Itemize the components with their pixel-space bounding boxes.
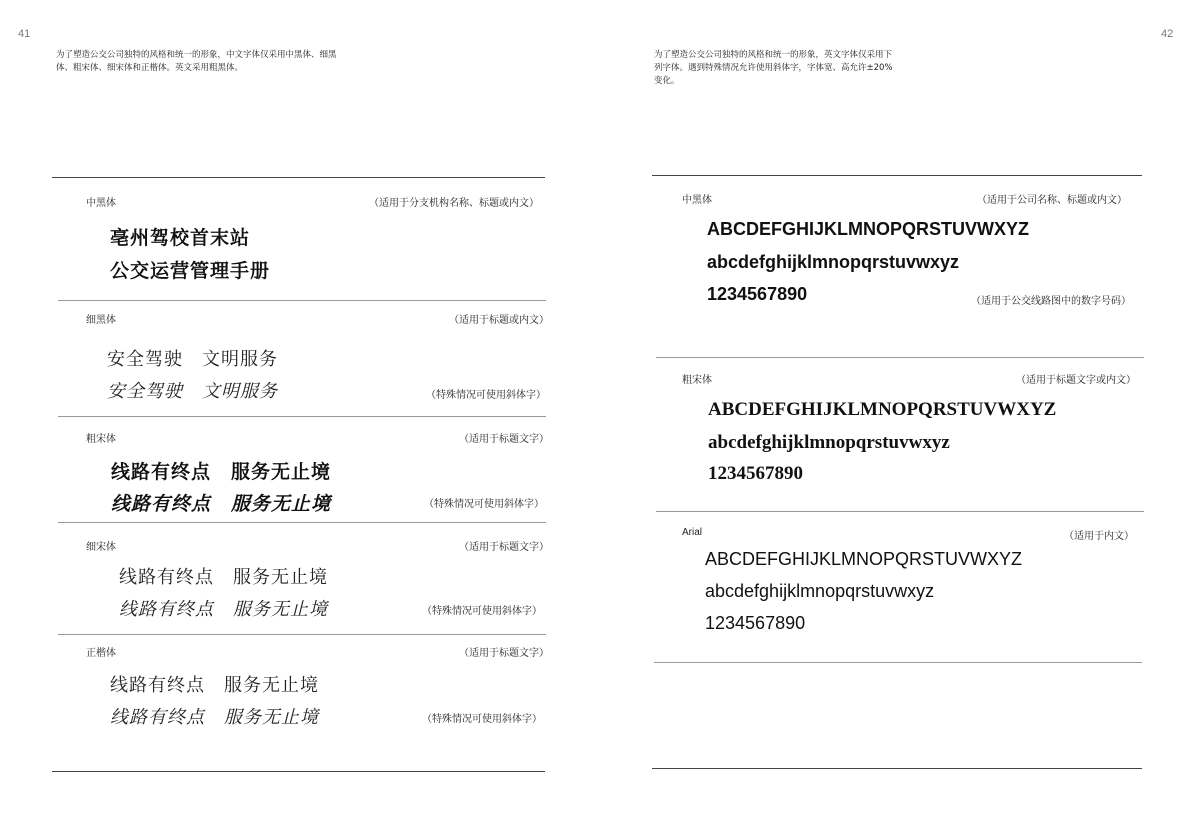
uppercase-sample: ABCDEFGHIJKLMNOPQRSTUVWXYZ (705, 549, 1023, 569)
sample-line: 线路有终点 服务无止境 (110, 675, 319, 696)
section-label: 中黑体 (682, 195, 712, 206)
sample-line: 安全驾驶 文明服务 (107, 349, 278, 370)
uppercase-sample: ABCDEFGHIJKLMNOPQRSTUVWXYZ (708, 399, 1057, 420)
section-usage: （适用于分支机构名称、标题或内文） (369, 198, 539, 209)
page-number-left: 41 (18, 28, 31, 40)
sample-line-italic: 安全驾驶 文明服务 (107, 381, 278, 402)
italic-note: （特殊情况可使用斜体字） (422, 714, 542, 725)
section-usage: （适用于内文） (1064, 531, 1134, 542)
section-divider (58, 300, 546, 301)
sample-line-italic: 线路有终点 服务无止境 (111, 493, 332, 515)
section-label: Arial (682, 527, 703, 538)
sample-line: 亳州驾校首末站 (110, 227, 251, 249)
section-usage: （适用于标题文字） (459, 434, 549, 445)
italic-note: （特殊情况可使用斜体字） (422, 606, 542, 617)
top-rule-left (52, 177, 545, 178)
sample-line: 线路有终点 服务无止境 (111, 461, 332, 483)
sample-line: 公交运营管理手册 (110, 260, 271, 282)
intro-text-right: 为了塑造公交公司独特的风格和统一的形象，英文字体仅采用下列字体。遇到特殊情况允许使用斜体字，字体宽、高允许±20%变化。 (654, 50, 893, 86)
bottom-rule-left (52, 771, 545, 772)
sample-line: 线路有终点 服务无止境 (119, 567, 328, 588)
italic-note: （特殊情况可使用斜体字） (424, 499, 544, 510)
section-divider (654, 662, 1142, 663)
uppercase-sample: ABCDEFGHIJKLMNOPQRSTUVWXYZ (707, 219, 1030, 239)
page-number-right: 42 (1161, 28, 1174, 40)
lowercase-sample: abcdefghijklmnopqrstuvwxyz (707, 252, 960, 272)
bottom-rule-right (652, 768, 1142, 769)
section-usage: （适用于公司名称、标题或内文） (977, 195, 1127, 206)
section-usage: （适用于标题文字） (459, 542, 549, 553)
section-label: 粗宋体 (682, 375, 712, 386)
top-rule-right (652, 175, 1142, 176)
section-label: 中黑体 (86, 198, 116, 209)
section-label: 细黑体 (86, 315, 116, 326)
section-divider (656, 511, 1144, 512)
digits-sample: 1234567890 (705, 613, 806, 633)
section-label: 细宋体 (86, 542, 116, 553)
lowercase-sample: abcdefghijklmnopqrstuvwxyz (705, 581, 935, 601)
section-usage: （适用于标题文字） (459, 648, 549, 659)
digits-note: （适用于公交线路图中的数字号码） (971, 296, 1131, 307)
section-label: 正楷体 (86, 648, 116, 659)
section-usage: （适用于标题文字或内文） (1016, 375, 1136, 386)
sample-line-italic: 线路有终点 服务无止境 (119, 599, 328, 620)
sample-line-italic: 线路有终点 服务无止境 (110, 707, 319, 728)
lowercase-sample: abcdefghijklmnopqrstuvwxyz (708, 432, 950, 453)
digits-sample: 1234567890 (708, 463, 803, 484)
italic-note: （特殊情况可使用斜体字） (426, 390, 546, 401)
section-usage: （适用于标题或内文） (449, 315, 549, 326)
section-divider (58, 634, 546, 635)
section-divider (58, 416, 546, 417)
section-divider (656, 357, 1144, 358)
intro-text-left: 为了塑造公交公司独特的风格和统一的形象，中文字体仅采用中黑体、细黑体、粗宋体、细宋体和正楷体。英文采用粗黑体。 (56, 50, 337, 73)
digits-sample: 1234567890 (707, 284, 808, 304)
section-divider (58, 522, 546, 523)
section-label: 粗宋体 (86, 434, 116, 445)
